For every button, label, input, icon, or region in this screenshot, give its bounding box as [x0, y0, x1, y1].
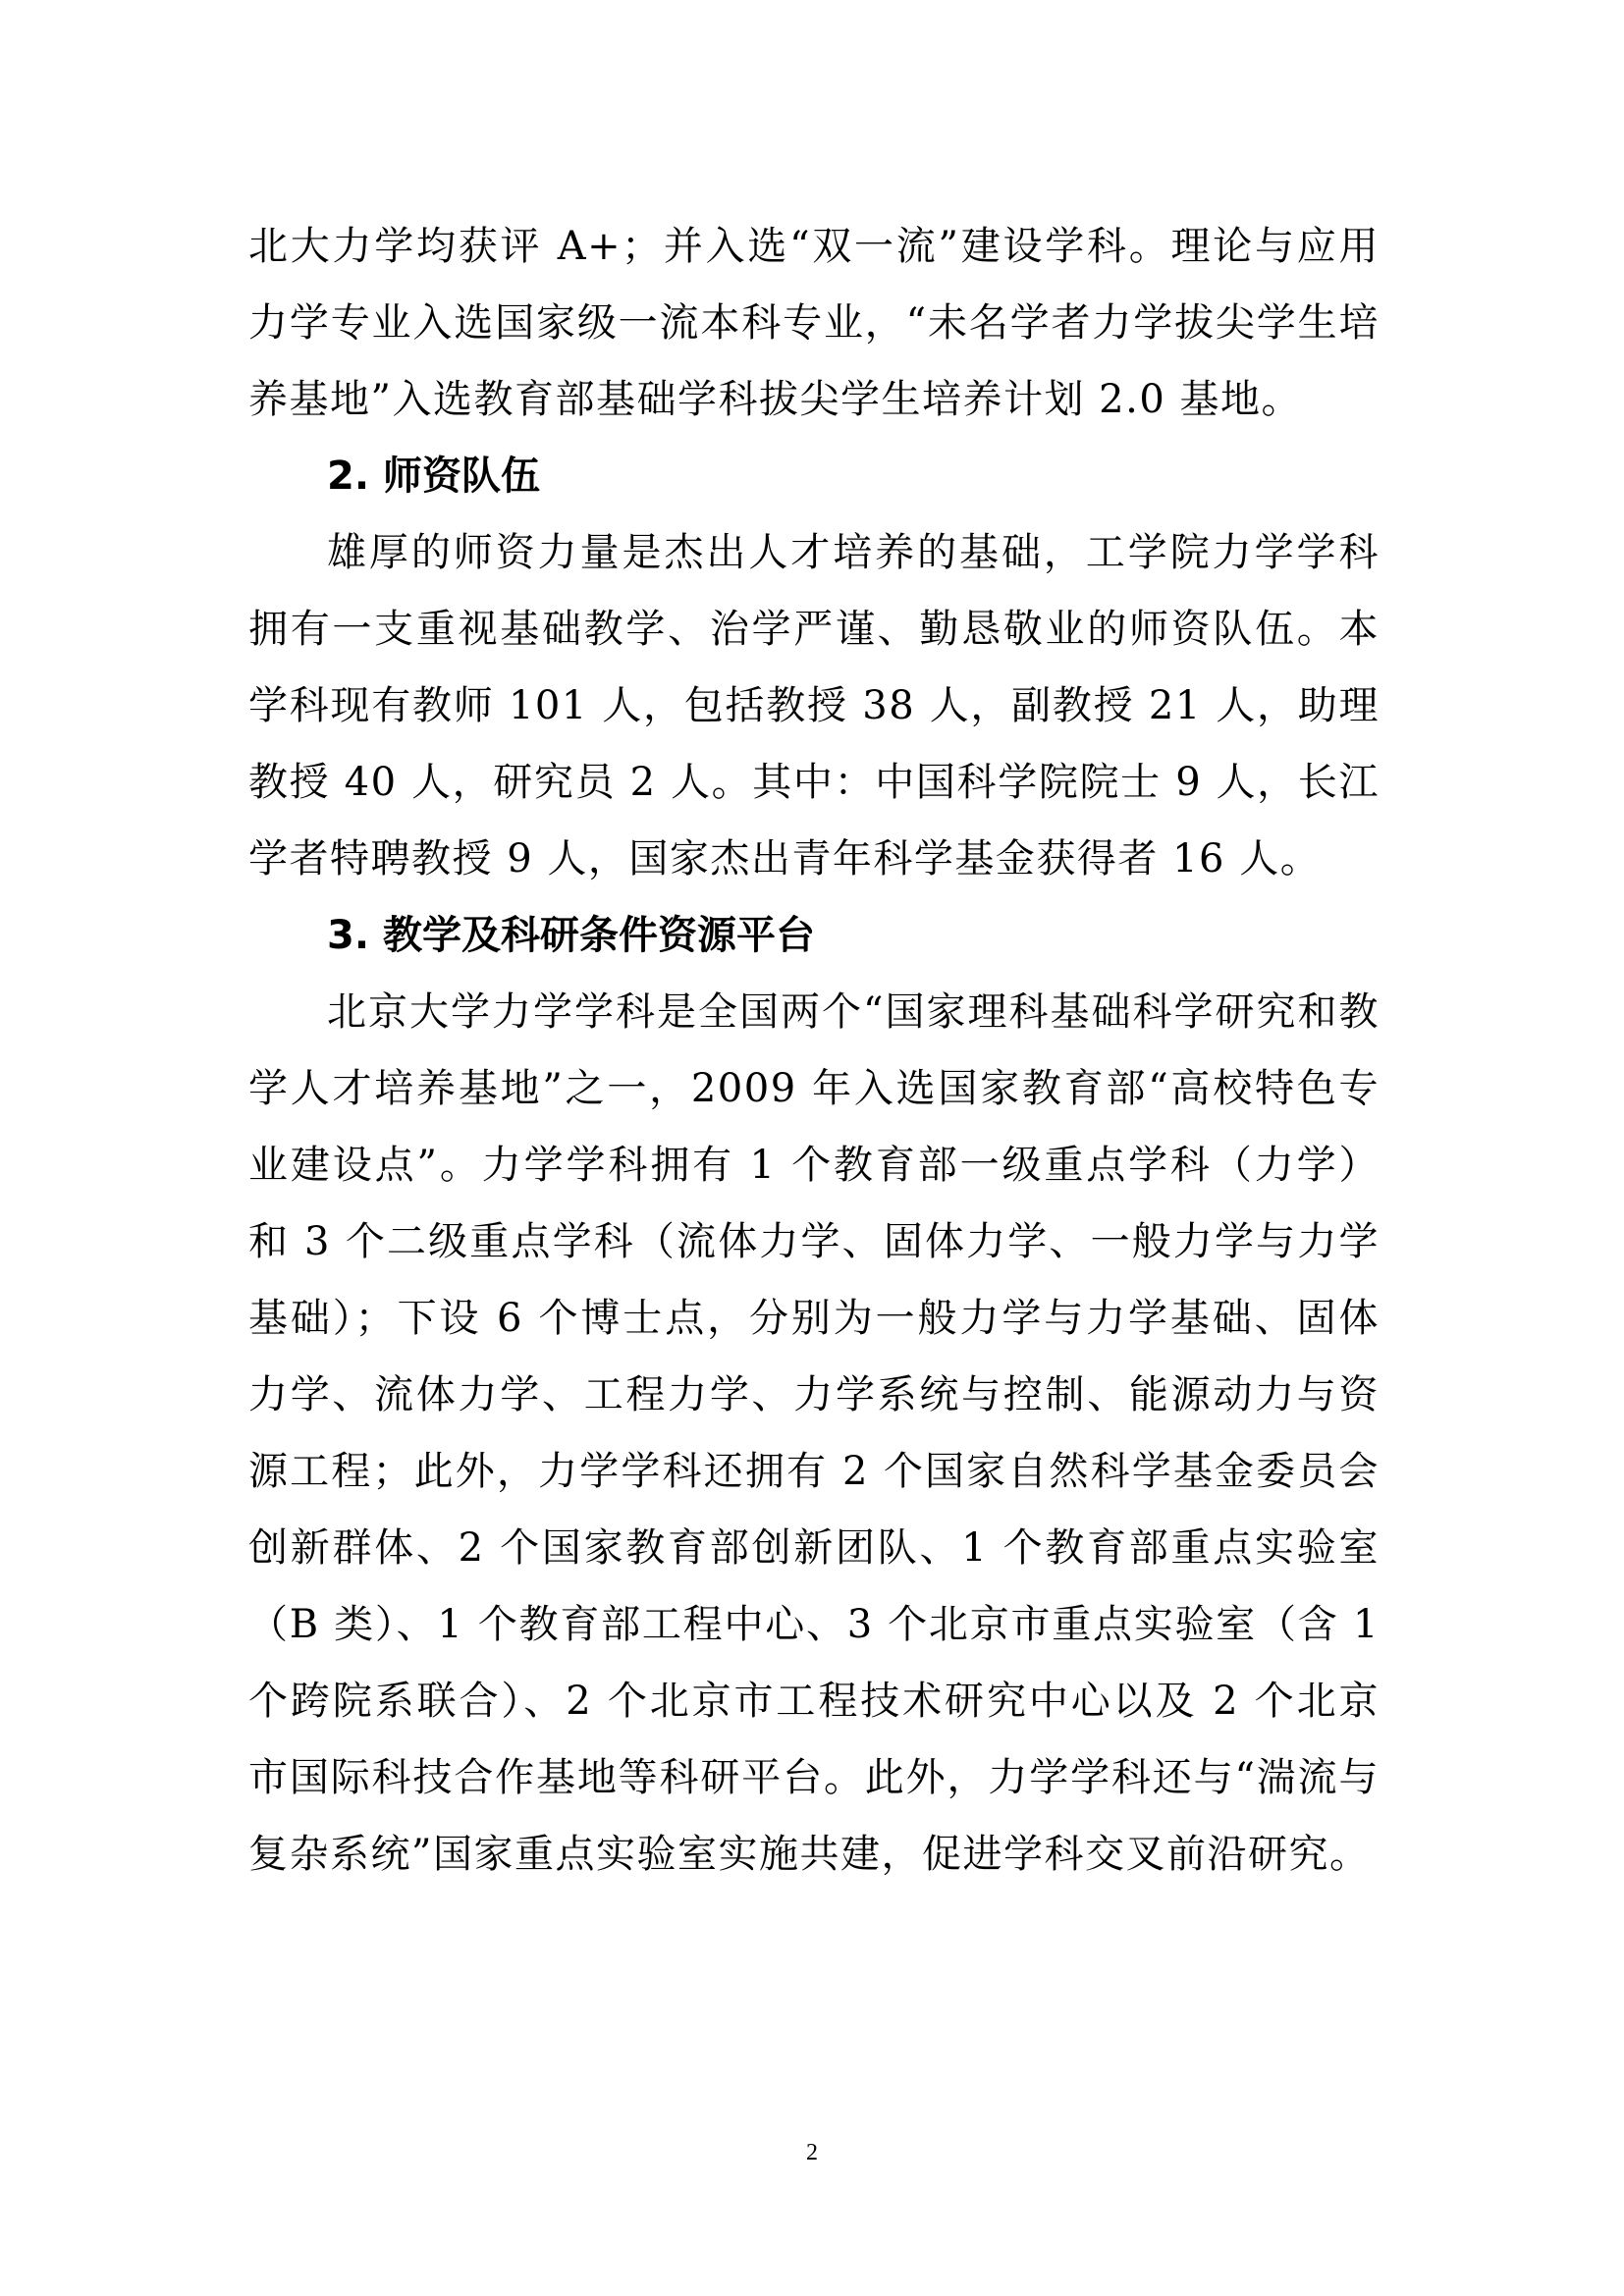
paragraph-intro-continuation: 北大力学均获评 A+；并入选“双一流”建设学科。理论与应用力学专业入选国家级一流本科专业，“未名学者力学拔尖学生培养基地”入选教育部基础学科拔尖学生培养计划 2.0 基地。 — [248, 224, 1380, 422]
paragraph-faculty: 雄厚的师资力量是杰出人才培养的基础，工学院力学学科拥有一支重视基础教学、治学严谨、勤恳敬业的师资队伍。本学科现有教师 101 人，包括教授 38 人，副教授 21 人，助理教授 40 人，研究员 2 人。其中：中国科学院院士 9 人，长江学者特聘教授 9 人，国家杰出青年科学基金获得者 16 人。 — [248, 530, 1380, 881]
document-body — [248, 208, 1380, 1893]
paragraph-platform: 北京大学力学学科是全国两个“国家理科基础科学研究和教学人才培养基地”之一，2009 年入选国家教育部“高校特色专业建设点”。力学学科拥有 1 个教育部一级重点学科（力学）和 3 个二级重点学科（流体力学、固体力学、一般力学与力学基础）；下设 6 个博士点，分别为一般力学与力学基础、固体力学、流体力学、工程力学、力学系统与控制、能源动力与资源工程；此外，力学学科还拥有 2 个国家自然科学基金委员会创新群体、2 个国家教育部创新团队、1 个教育部重点实验室（B 类）、1 个教育部工程中心、3 个北京市重点实验室（含 1 个跨院系联合）、2 个北京市工程技术研究中心以及 2 个北京市国际科技合作基地等科研平台。此外，力学学科还与“湍流与复杂系统”国家重点实验室实施共建，促进学科交叉前沿研究。 — [248, 989, 1380, 1877]
section-heading-platform: 3. 教学及科研条件资源平台 — [327, 913, 815, 958]
section-heading-faculty: 2. 师资队伍 — [327, 454, 540, 499]
page-number: 2 — [806, 2140, 818, 2165]
